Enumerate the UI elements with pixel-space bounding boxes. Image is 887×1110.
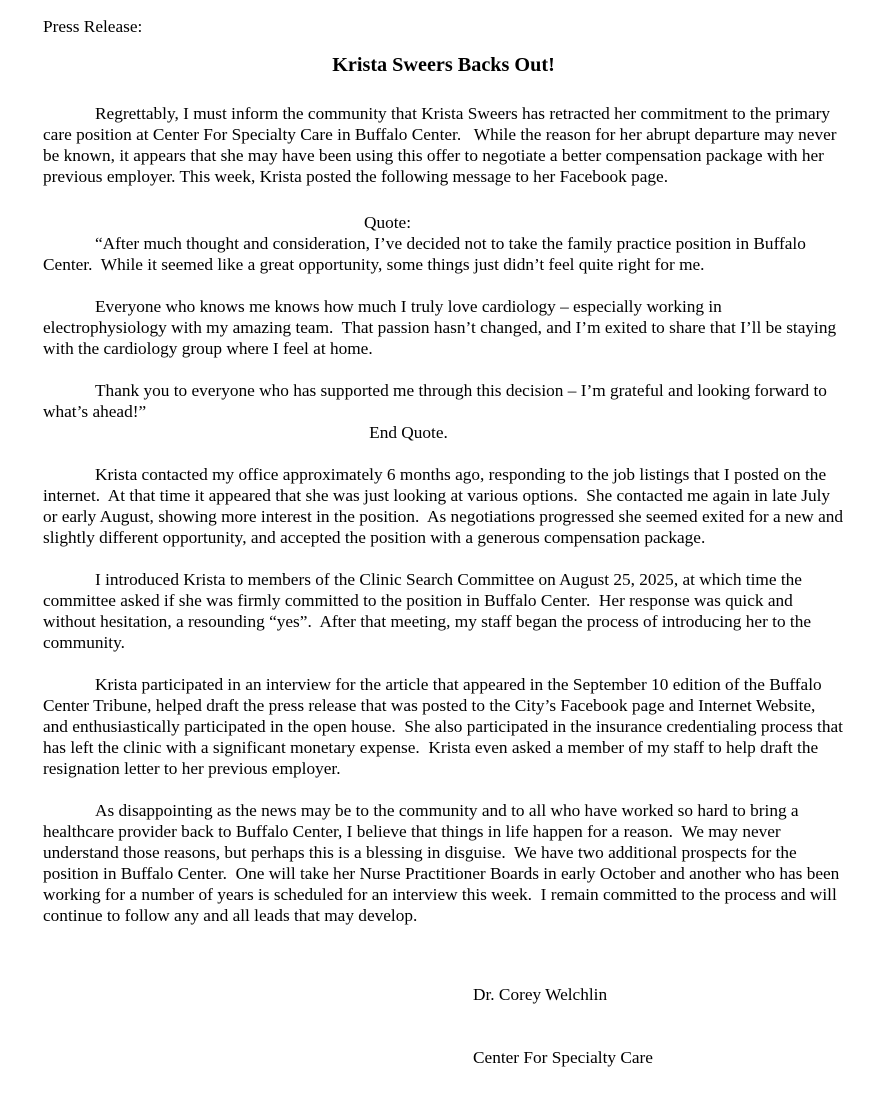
body-paragraph-2: I introduced Krista to members of the Clinic Search Committee on August 25, 2025, at which time the committee asked if she was firmly committed to the position in Buffalo Center. Her response was quick and without hesitation, a resounding “yes”. After that meeting, my staff began the process of introducing her to the community. — [43, 570, 816, 652]
signature-name: Dr. Corey Welchlin — [473, 985, 608, 1004]
body-paragraph-3: Krista participated in an interview for the article that appeared in the September 10 edition of the Buffalo Center Tribune, helped draft the press release that was posted to the City’s Facebook page and Internet Website, and enthusiastically participated in the open house. She also participated in the insurance credentialing process that has left the clinic with a significant monetary expense. Krista even asked a member of my staff to help draft the resignation letter to her previous employer. — [43, 675, 848, 778]
end-quote-label: End Quote. — [369, 423, 448, 442]
signature-block — [473, 942, 844, 1110]
signature-organization: Center For Specialty Care — [473, 1048, 653, 1067]
intro-paragraph: Regrettably, I must inform the community that Krista Sweers has retracted her commitment to the primary care position at Center For Specialty Care in Buffalo Center. While the reason for her abrupt departure may never be known, it appears that she may have been using this offer to negotiate a better compensation package with her previous employer. This week, Krista posted the following message to her Facebook page. — [43, 104, 841, 186]
quote-paragraph-3: Thank you to everyone who has supported me through this decision – I’m grateful and looking forward to what’s ahead!” — [43, 381, 832, 421]
body-paragraph-1: Krista contacted my office approximately 6 months ago, responding to the job listings that I posted on the internet. At that time it appeared that she was just looking at various options. She contacted me again in late July or early August, showing more interest in the position. As negotiations progressed she seemed exited for a new and slightly different opportunity, and accepted the position with a generous compensation package. — [43, 465, 848, 547]
document-title: Krista Sweers Backs Out! — [332, 54, 555, 76]
quote-paragraph-2: Everyone who knows me knows how much I truly love cardiology – especially working in electrophysiology with my amazing team. That passion hasn’t changed, and I’m exited to share that I’ll be staying with the cardiology group where I feel at home. — [43, 297, 841, 358]
quote-label: Quote: — [363, 213, 412, 232]
press-release-label: Press Release: — [43, 17, 143, 36]
body-paragraph-4: As disappointing as the news may be to the community and to all who have worked so hard to bring a healthcare provider back to Buffalo Center, I believe that things in life happen for a reason. We may never understand those reasons, but perhaps this is a blessing in disguise. We have two additional prospects for the position in Buffalo Center. One will take her Nurse Practitioner Boards in early October and another who has been working for a number of years is scheduled for an interview this week. I remain committed to the process and will continue to follow any and all leads that may develop. — [43, 801, 844, 925]
quote-paragraph-1: “After much thought and consideration, I’ve decided not to take the family practice position in Buffalo Center. While it seemed like a great opportunity, some things just didn’t feel quite right for me. — [43, 234, 811, 274]
